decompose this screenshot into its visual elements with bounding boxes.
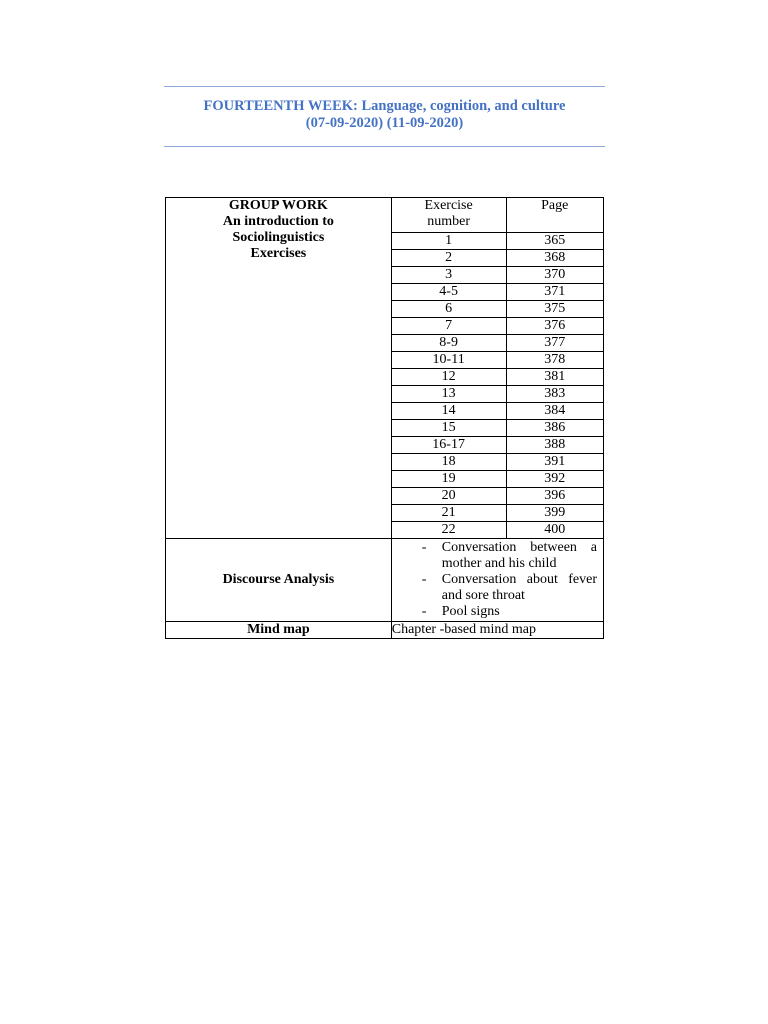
exercise-number: 19: [391, 471, 506, 488]
exercise-number: 18: [391, 454, 506, 471]
page-number: 371: [506, 284, 604, 301]
exercise-number: 14: [391, 403, 506, 420]
bullet-dash: -: [421, 604, 427, 619]
group-work-subtitle-1: An introduction to: [222, 214, 334, 229]
table-header-row: [166, 198, 604, 233]
bullet-dash: -: [421, 572, 427, 587]
discourse-row: [166, 539, 604, 622]
page-number: 392: [506, 471, 604, 488]
exercise-number: 10-11: [391, 352, 506, 369]
list-item: [400, 572, 597, 604]
page-number: 365: [506, 233, 604, 250]
page-number: 368: [506, 250, 604, 267]
group-work-subtitle-3: Exercises: [250, 246, 307, 261]
exercise-number: 1: [391, 233, 506, 250]
group-work-label: [166, 198, 392, 539]
mind-map-label: Mind map: [166, 622, 392, 639]
exercise-number: 16-17: [391, 437, 506, 454]
exercise-number: 3: [391, 267, 506, 284]
group-work-title: GROUP WORK: [228, 198, 328, 213]
header-rule-bottom: [164, 146, 605, 147]
page-number: 391: [506, 454, 604, 471]
page-number: 383: [506, 386, 604, 403]
exercise-number: 6: [391, 301, 506, 318]
discourse-analysis-label: Discourse Analysis: [166, 539, 392, 622]
exercise-number: 22: [391, 522, 506, 539]
exercise-number: 13: [391, 386, 506, 403]
mind-map-value: Chapter -based mind map: [391, 622, 603, 639]
bullet-dash: -: [421, 540, 427, 555]
page-number: 376: [506, 318, 604, 335]
exercise-number: 2: [391, 250, 506, 267]
title-line-1: FOURTEENTH WEEK: Language, cognition, and culture: [203, 98, 566, 114]
title-line-2: (07-09-2020) (11-09-2020): [305, 115, 464, 131]
exercise-number: 21: [391, 505, 506, 522]
mind-map-row: [166, 622, 604, 639]
exercise-number: 12: [391, 369, 506, 386]
page-number: 388: [506, 437, 604, 454]
column-header-exercise: Exercise number: [391, 198, 506, 233]
page-title: [164, 98, 605, 132]
page-number: 377: [506, 335, 604, 352]
page-number: 399: [506, 505, 604, 522]
exercise-number: 4-5: [391, 284, 506, 301]
discourse-analysis-items: [391, 539, 603, 622]
page-number: 384: [506, 403, 604, 420]
page-number: 375: [506, 301, 604, 318]
page-number: 370: [506, 267, 604, 284]
page-number: 381: [506, 369, 604, 386]
exercise-number: 20: [391, 488, 506, 505]
list-item-text: Pool signs: [441, 604, 500, 619]
list-item-text: Conversation about fever and sore throat: [441, 572, 597, 603]
list-item-text: Conversation between a mother and his child: [441, 540, 597, 571]
list-item: [400, 540, 597, 572]
page-number: 396: [506, 488, 604, 505]
header-rule-top: [164, 86, 605, 87]
exercise-number: 7: [391, 318, 506, 335]
exercise-number: 15: [391, 420, 506, 437]
group-work-subtitle-2: Sociolinguistics: [232, 230, 325, 245]
schedule-table: [165, 197, 604, 639]
exercise-number: 8-9: [391, 335, 506, 352]
list-item: [400, 604, 597, 620]
page-number: 400: [506, 522, 604, 539]
column-header-page: Page: [506, 198, 604, 233]
page-number: 386: [506, 420, 604, 437]
page-number: 378: [506, 352, 604, 369]
